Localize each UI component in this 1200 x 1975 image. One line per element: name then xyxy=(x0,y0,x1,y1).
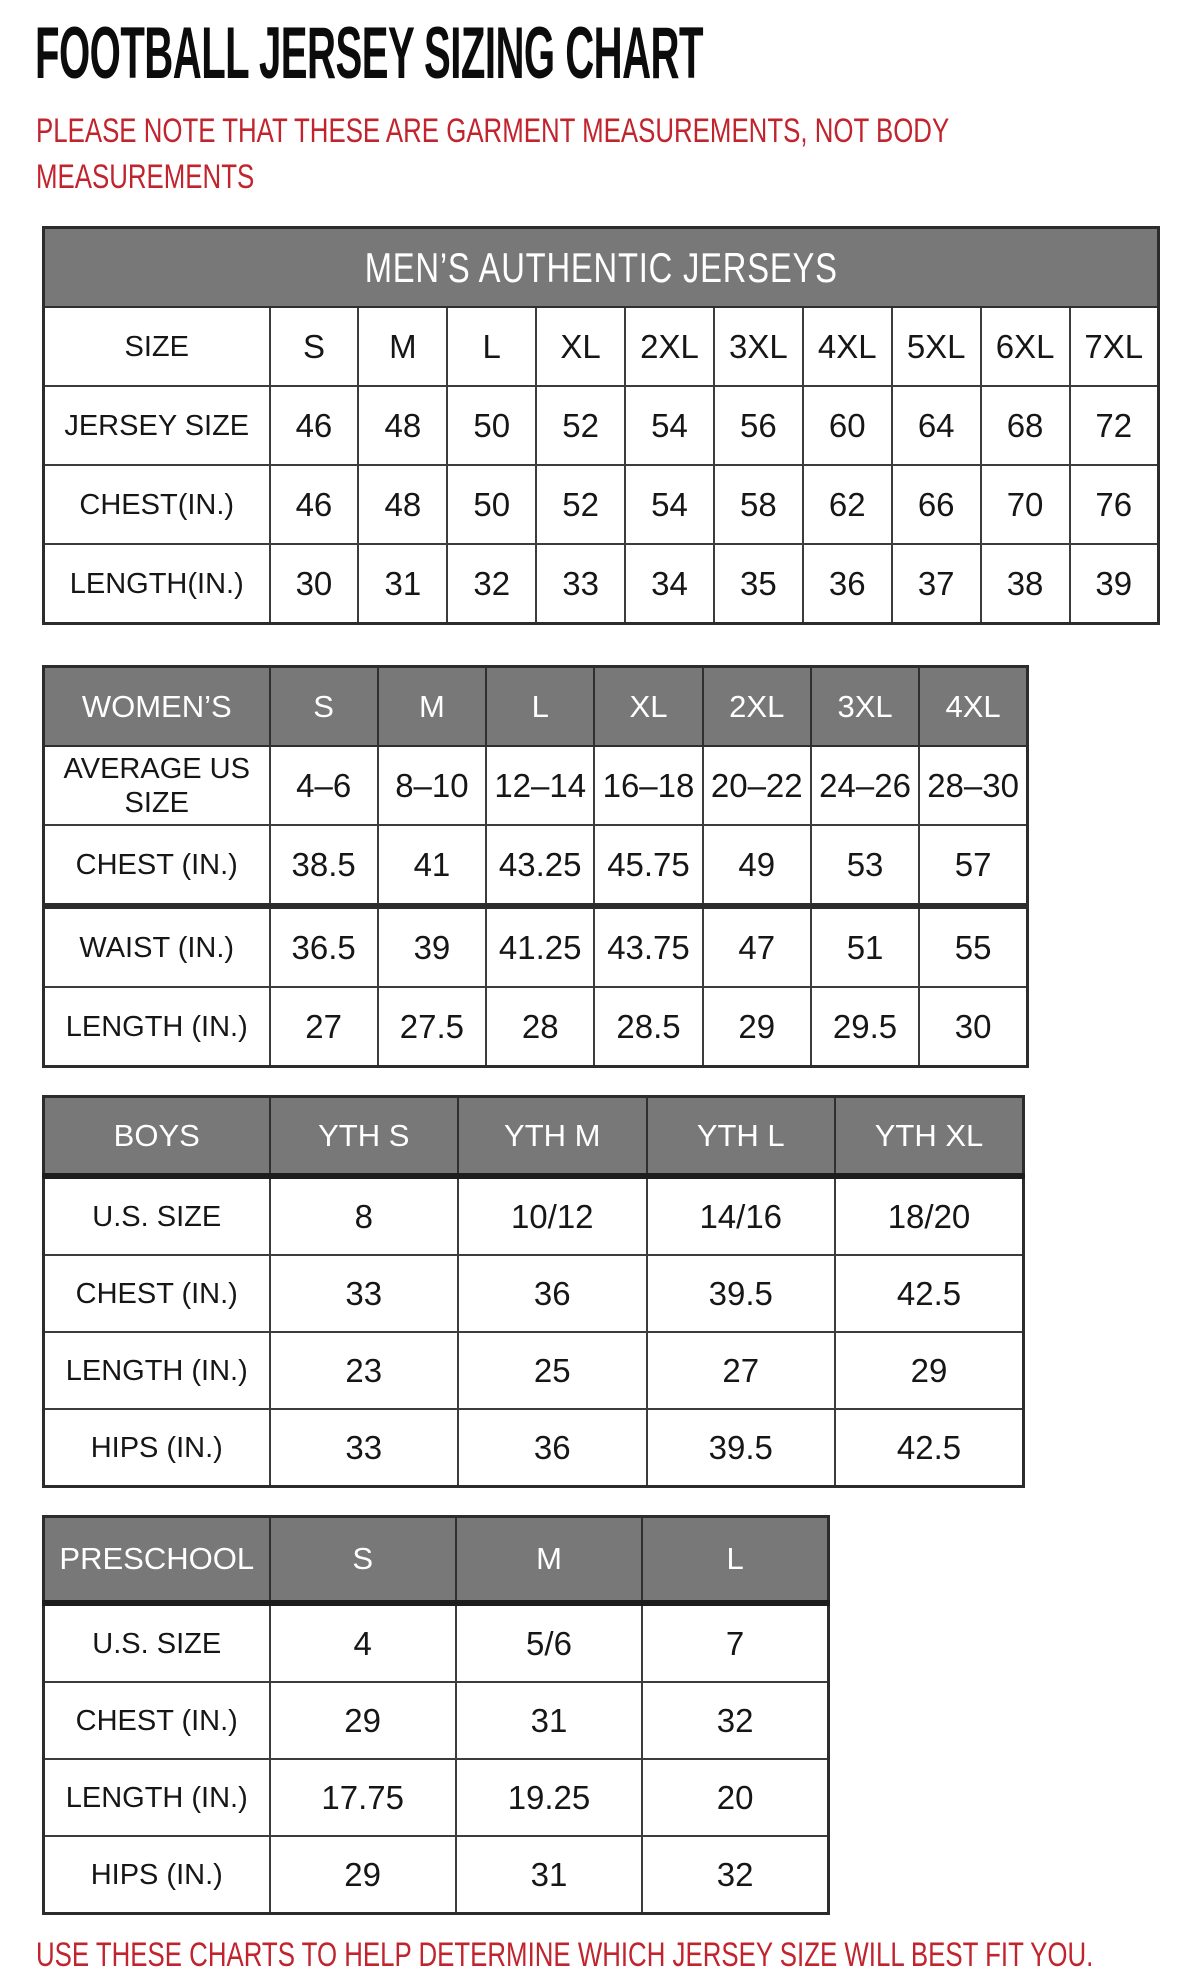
boys-us-size-row xyxy=(44,1176,1024,1255)
row-label: JERSEY SIZE xyxy=(44,386,270,465)
value-cell: 52 xyxy=(536,386,625,465)
value-cell: 25 xyxy=(458,1332,647,1409)
preschool-hips-row xyxy=(44,1836,829,1914)
column-header: XL xyxy=(594,667,702,747)
mens-table-banner xyxy=(44,228,1159,308)
footer-note: USE THESE CHARTS TO HELP DETERMINE WHICH JERSEY SIZE WILL BEST FIT YOU. xyxy=(36,1936,1094,1974)
value-cell: 29 xyxy=(703,987,811,1067)
value-cell: 52 xyxy=(536,465,625,544)
value-cell: 29 xyxy=(270,1836,456,1914)
value-cell: 41 xyxy=(378,825,486,906)
value-cell: 56 xyxy=(714,386,803,465)
preschool-header-row xyxy=(44,1517,829,1604)
womens-length-row xyxy=(44,987,1028,1067)
value-cell: 32 xyxy=(642,1836,828,1914)
value-cell: 76 xyxy=(1070,465,1159,544)
value-cell: 41.25 xyxy=(486,906,594,987)
column-header: XL xyxy=(536,307,625,386)
value-cell: 37 xyxy=(892,544,981,624)
column-header: 4XL xyxy=(919,667,1027,747)
value-cell: 66 xyxy=(892,465,981,544)
row-label: CHEST (IN.) xyxy=(44,825,270,906)
column-header: L xyxy=(486,667,594,747)
preschool-us-size-row xyxy=(44,1603,829,1682)
value-cell: 48 xyxy=(358,386,447,465)
value-cell: 36.5 xyxy=(270,906,378,987)
value-cell: 29 xyxy=(835,1332,1024,1409)
value-cell: 23 xyxy=(270,1332,459,1409)
value-cell: 8 xyxy=(270,1176,459,1255)
value-cell: 8–10 xyxy=(378,746,486,825)
column-header: 2XL xyxy=(625,307,714,386)
column-header: YTH L xyxy=(647,1097,836,1177)
column-header: 6XL xyxy=(981,307,1070,386)
mens-chest-row xyxy=(44,465,1159,544)
value-cell: 43.75 xyxy=(594,906,702,987)
womens-waist-row xyxy=(44,906,1028,987)
column-header: 3XL xyxy=(811,667,919,747)
row-label: LENGTH(IN.) xyxy=(44,544,270,624)
value-cell: 36 xyxy=(458,1255,647,1332)
column-header: L xyxy=(447,307,536,386)
row-label: CHEST (IN.) xyxy=(44,1682,270,1759)
value-cell: 33 xyxy=(536,544,625,624)
value-cell: 54 xyxy=(625,465,714,544)
boys-header-row xyxy=(44,1097,1024,1177)
value-cell: 49 xyxy=(703,825,811,906)
value-cell: 16–18 xyxy=(594,746,702,825)
mens-size-row xyxy=(44,307,1159,386)
value-cell: 34 xyxy=(625,544,714,624)
note-line-2: MEASUREMENTS xyxy=(36,158,255,196)
value-cell: 31 xyxy=(456,1682,642,1759)
womens-chest-row xyxy=(44,825,1028,906)
value-cell: 31 xyxy=(456,1836,642,1914)
column-header: YTH XL xyxy=(835,1097,1024,1177)
value-cell: 20–22 xyxy=(703,746,811,825)
value-cell: 55 xyxy=(919,906,1027,987)
row-label: U.S. SIZE xyxy=(44,1176,270,1255)
table-title-cell: PRESCHOOL xyxy=(44,1517,270,1604)
value-cell: 38 xyxy=(981,544,1070,624)
value-cell: 36 xyxy=(803,544,892,624)
value-cell: 68 xyxy=(981,386,1070,465)
note-line-1: PLEASE NOTE THAT THESE ARE GARMENT MEASUREMENTS, NOT BODY xyxy=(36,112,950,150)
value-cell: 12–14 xyxy=(486,746,594,825)
mens-banner-row xyxy=(44,228,1159,308)
value-cell: 32 xyxy=(447,544,536,624)
table-title-cell: WOMEN’S xyxy=(44,667,270,747)
value-cell: 70 xyxy=(981,465,1070,544)
row-label: AVERAGE US SIZE xyxy=(44,746,270,825)
value-cell: 33 xyxy=(270,1409,459,1487)
row-label: LENGTH (IN.) xyxy=(44,1759,270,1836)
garment-measurement-note xyxy=(36,108,950,200)
preschool-chest-row xyxy=(44,1682,829,1759)
value-cell: 29 xyxy=(270,1682,456,1759)
boys-chest-row xyxy=(44,1255,1024,1332)
column-header: M xyxy=(358,307,447,386)
value-cell: 64 xyxy=(892,386,981,465)
row-label: LENGTH (IN.) xyxy=(44,1332,270,1409)
boys-hips-row xyxy=(44,1409,1024,1487)
value-cell: 39 xyxy=(1070,544,1159,624)
value-cell: 27.5 xyxy=(378,987,486,1067)
value-cell: 28–30 xyxy=(919,746,1027,825)
value-cell: 18/20 xyxy=(835,1176,1024,1255)
value-cell: 46 xyxy=(270,386,359,465)
mens-length-row xyxy=(44,544,1159,624)
boys-table xyxy=(42,1095,1025,1488)
value-cell: 50 xyxy=(447,386,536,465)
value-cell: 45.75 xyxy=(594,825,702,906)
column-header: 3XL xyxy=(714,307,803,386)
value-cell: 30 xyxy=(919,987,1027,1067)
column-header: L xyxy=(642,1517,828,1604)
value-cell: 38.5 xyxy=(270,825,378,906)
row-label: U.S. SIZE xyxy=(44,1603,270,1682)
row-label: SIZE xyxy=(44,307,270,386)
value-cell: 50 xyxy=(447,465,536,544)
womens-us-size-row xyxy=(44,746,1028,825)
womens-header-row xyxy=(44,667,1028,747)
column-header: S xyxy=(270,307,359,386)
column-header: 4XL xyxy=(803,307,892,386)
value-cell: 36 xyxy=(458,1409,647,1487)
value-cell: 39.5 xyxy=(647,1409,836,1487)
value-cell: 27 xyxy=(270,987,378,1067)
value-cell: 43.25 xyxy=(486,825,594,906)
value-cell: 31 xyxy=(358,544,447,624)
value-cell: 57 xyxy=(919,825,1027,906)
value-cell: 58 xyxy=(714,465,803,544)
value-cell: 39 xyxy=(378,906,486,987)
value-cell: 42.5 xyxy=(835,1255,1024,1332)
row-label: HIPS (IN.) xyxy=(44,1836,270,1914)
value-cell: 7 xyxy=(642,1603,828,1682)
value-cell: 28 xyxy=(486,987,594,1067)
table-title-cell: BOYS xyxy=(44,1097,270,1177)
value-cell: 62 xyxy=(803,465,892,544)
row-label: CHEST(IN.) xyxy=(44,465,270,544)
value-cell: 27 xyxy=(647,1332,836,1409)
row-label: LENGTH (IN.) xyxy=(44,987,270,1067)
value-cell: 47 xyxy=(703,906,811,987)
column-header: YTH S xyxy=(270,1097,459,1177)
value-cell: 48 xyxy=(358,465,447,544)
row-label: WAIST (IN.) xyxy=(44,906,270,987)
column-header: 2XL xyxy=(703,667,811,747)
value-cell: 54 xyxy=(625,386,714,465)
value-cell: 35 xyxy=(714,544,803,624)
value-cell: 5/6 xyxy=(456,1603,642,1682)
value-cell: 46 xyxy=(270,465,359,544)
value-cell: 51 xyxy=(811,906,919,987)
column-header: 5XL xyxy=(892,307,981,386)
page-title: FOOTBALL JERSEY SIZING CHART xyxy=(35,13,703,94)
value-cell: 42.5 xyxy=(835,1409,1024,1487)
value-cell: 33 xyxy=(270,1255,459,1332)
preschool-length-row xyxy=(44,1759,829,1836)
value-cell: 32 xyxy=(642,1682,828,1759)
value-cell: 4 xyxy=(270,1603,456,1682)
value-cell: 17.75 xyxy=(270,1759,456,1836)
column-header: M xyxy=(378,667,486,747)
value-cell: 60 xyxy=(803,386,892,465)
mens-jersey-size-row xyxy=(44,386,1159,465)
column-header: S xyxy=(270,1517,456,1604)
row-label: HIPS (IN.) xyxy=(44,1409,270,1487)
value-cell: 29.5 xyxy=(811,987,919,1067)
preschool-table xyxy=(42,1515,830,1915)
value-cell: 14/16 xyxy=(647,1176,836,1255)
row-label: CHEST (IN.) xyxy=(44,1255,270,1332)
value-cell: 10/12 xyxy=(458,1176,647,1255)
value-cell: 53 xyxy=(811,825,919,906)
mens-banner-text: MEN’S AUTHENTIC JERSEYS xyxy=(364,243,838,291)
mens-authentic-jerseys-table xyxy=(42,226,1160,625)
column-header: M xyxy=(456,1517,642,1604)
value-cell: 72 xyxy=(1070,386,1159,465)
column-header: 7XL xyxy=(1070,307,1159,386)
value-cell: 28.5 xyxy=(594,987,702,1067)
value-cell: 30 xyxy=(270,544,359,624)
column-header: S xyxy=(270,667,378,747)
column-header: YTH M xyxy=(458,1097,647,1177)
womens-table xyxy=(42,665,1029,1068)
value-cell: 19.25 xyxy=(456,1759,642,1836)
boys-length-row xyxy=(44,1332,1024,1409)
value-cell: 20 xyxy=(642,1759,828,1836)
value-cell: 4–6 xyxy=(270,746,378,825)
value-cell: 24–26 xyxy=(811,746,919,825)
value-cell: 39.5 xyxy=(647,1255,836,1332)
